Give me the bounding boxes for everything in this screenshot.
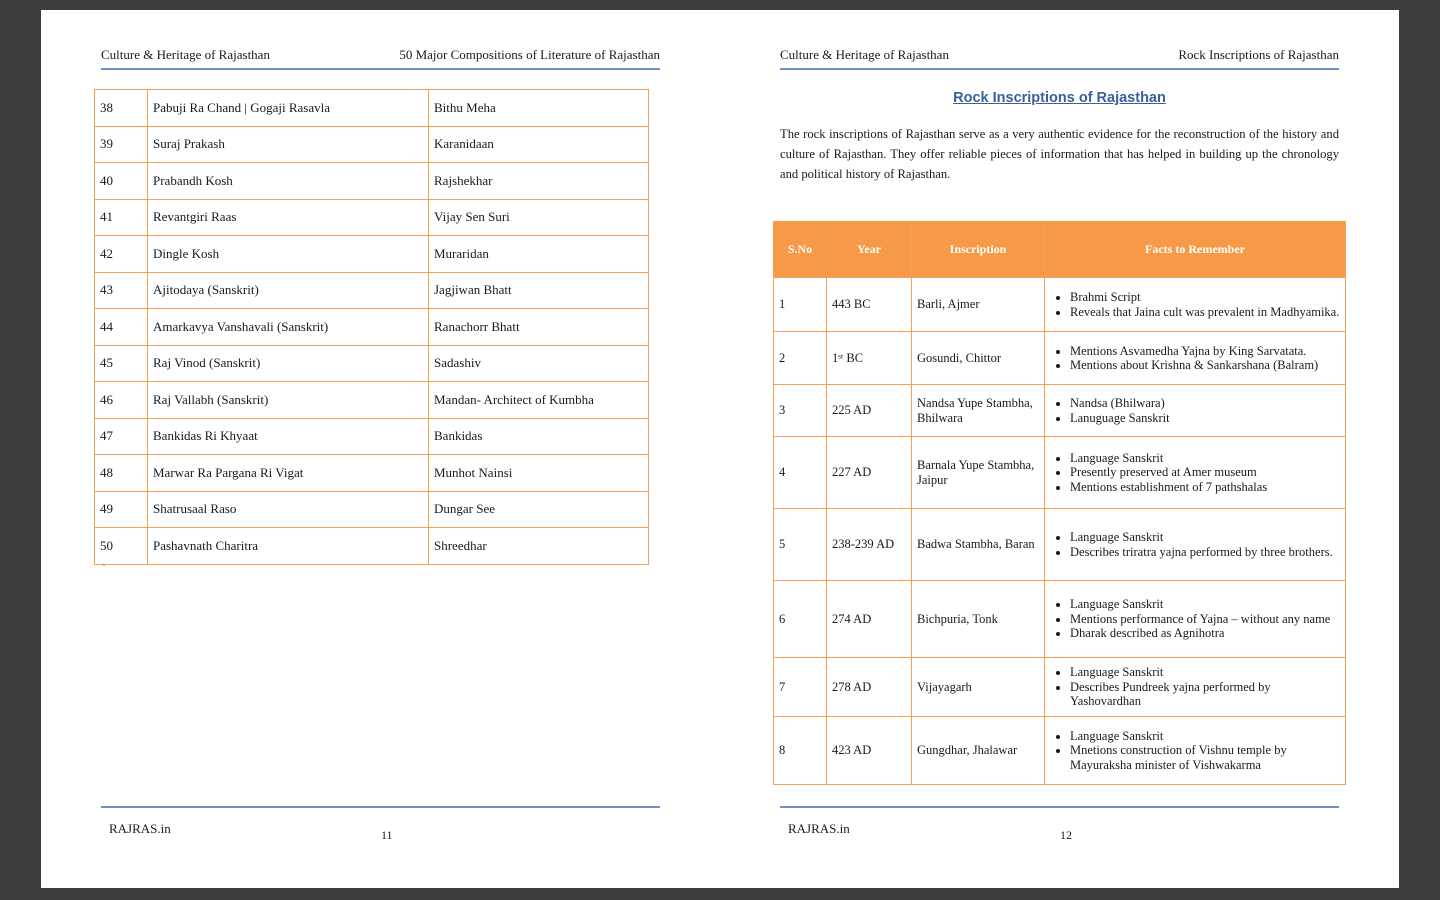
author-name: Rajshekhar bbox=[429, 163, 649, 200]
row-number: 45 bbox=[95, 345, 148, 382]
page-12 bbox=[720, 10, 1399, 888]
facts-list bbox=[1050, 396, 1340, 425]
table-row bbox=[774, 509, 1346, 581]
facts-cell bbox=[1045, 278, 1346, 332]
year-cell: 423 AD bbox=[827, 717, 912, 785]
work-title: Ajitodaya (Sanskrit) bbox=[148, 272, 429, 309]
footer-rule bbox=[101, 806, 660, 808]
table-row bbox=[95, 199, 649, 236]
table-row bbox=[95, 528, 649, 565]
serial-number: 4 bbox=[774, 437, 827, 509]
facts-cell bbox=[1045, 717, 1346, 785]
work-title: Pabuji Ra Chand | Gogaji Rasavla bbox=[148, 90, 429, 127]
fact-item: • Language Sanskrit bbox=[1070, 451, 1340, 466]
inscription-name: Barnala Yupe Stambha, Jaipur bbox=[912, 437, 1045, 509]
work-title: Revantgiri Raas bbox=[148, 199, 429, 236]
author-name: Muraridan bbox=[429, 236, 649, 273]
inscription-name: Bichpuria, Tonk bbox=[912, 581, 1045, 658]
facts-list bbox=[1050, 597, 1340, 641]
inscription-name: Barli, Ajmer bbox=[912, 278, 1045, 332]
facts-list bbox=[1050, 665, 1340, 709]
inscription-name: Gungdhar, Jhalawar bbox=[912, 717, 1045, 785]
serial-number: 1 bbox=[774, 278, 827, 332]
fact-item: • Describes triratra yajna performed by three brothers. bbox=[1070, 545, 1340, 560]
header-rule bbox=[780, 68, 1339, 70]
fact-item: • Presently preserved at Amer museum bbox=[1070, 465, 1340, 480]
facts-cell bbox=[1045, 658, 1346, 717]
work-title: Amarkavya Vanshavali (Sanskrit) bbox=[148, 309, 429, 346]
serial-number: 6 bbox=[774, 581, 827, 658]
table-row bbox=[95, 90, 649, 127]
row-number: 38 bbox=[95, 90, 148, 127]
author-name: Vijay Sen Suri bbox=[429, 199, 649, 236]
work-title: Suraj Prakash bbox=[148, 126, 429, 163]
row-number: 47 bbox=[95, 418, 148, 455]
fact-item: • Brahmi Script bbox=[1070, 290, 1340, 305]
facts-list bbox=[1050, 530, 1340, 559]
page-header bbox=[780, 47, 1339, 63]
fact-item: • Language Sanskrit bbox=[1070, 665, 1340, 680]
table-row bbox=[774, 332, 1346, 385]
stray-mark: ` bbox=[102, 563, 106, 575]
author-name: Mandan- Architect of Kumbha bbox=[429, 382, 649, 419]
table-row bbox=[95, 126, 649, 163]
page-number: 12 bbox=[1060, 828, 1072, 842]
table-row bbox=[774, 385, 1346, 437]
work-title: Dingle Kosh bbox=[148, 236, 429, 273]
footer-site: RAJRAS.in bbox=[788, 821, 850, 836]
author-name: Bankidas bbox=[429, 418, 649, 455]
column-header-sno: S.No bbox=[774, 222, 827, 278]
author-name: Sadashiv bbox=[429, 345, 649, 382]
facts-list bbox=[1050, 451, 1340, 495]
row-number: 50 bbox=[95, 528, 148, 565]
inscription-name: Badwa Stambha, Baran bbox=[912, 509, 1045, 581]
table-row bbox=[774, 278, 1346, 332]
serial-number: 5 bbox=[774, 509, 827, 581]
serial-number: 7 bbox=[774, 658, 827, 717]
row-number: 42 bbox=[95, 236, 148, 273]
fact-item: • Lanuguage Sanskrit bbox=[1070, 411, 1340, 426]
inscription-name: Gosundi, Chittor bbox=[912, 332, 1045, 385]
author-name: Shreedhar bbox=[429, 528, 649, 565]
row-number: 40 bbox=[95, 163, 148, 200]
footer-rule bbox=[780, 806, 1339, 808]
inscription-name: Vijayagarh bbox=[912, 658, 1045, 717]
author-name: Munhot Nainsi bbox=[429, 455, 649, 492]
fact-item: • Language Sanskrit bbox=[1070, 597, 1340, 612]
year-cell: 225 AD bbox=[827, 385, 912, 437]
header-left: Culture & Heritage of Rajasthan bbox=[780, 47, 949, 62]
facts-list bbox=[1050, 344, 1340, 373]
fact-item: • Language Sanskrit bbox=[1070, 530, 1340, 545]
table-row bbox=[95, 309, 649, 346]
facts-cell bbox=[1045, 509, 1346, 581]
header-right: 50 Major Compositions of Literature of Rajasthan bbox=[399, 47, 660, 62]
work-title: Raj Vinod (Sanskrit) bbox=[148, 345, 429, 382]
header-right: Rock Inscriptions of Rajasthan bbox=[1178, 47, 1339, 62]
header-left: Culture & Heritage of Rajasthan bbox=[101, 47, 270, 62]
serial-number: 8 bbox=[774, 717, 827, 785]
fact-item: • Describes Pundreek yajna performed by Yashovardhan bbox=[1070, 680, 1340, 709]
fact-item: • Nandsa (Bhilwara) bbox=[1070, 396, 1340, 411]
fact-item: • Mnetions construction of Vishnu temple by Mayuraksha minister of Vishwakarma bbox=[1070, 743, 1340, 772]
page-header bbox=[101, 47, 660, 63]
page-11 bbox=[41, 10, 720, 888]
author-name: Dungar See bbox=[429, 491, 649, 528]
row-number: 41 bbox=[95, 199, 148, 236]
table-header-row bbox=[774, 222, 1346, 278]
column-header-facts: Facts to Remember bbox=[1045, 222, 1346, 278]
inscription-name: Nandsa Yupe Stambha, Bhilwara bbox=[912, 385, 1045, 437]
facts-list bbox=[1050, 290, 1340, 319]
fact-item: • Dharak described as Agnihotra bbox=[1070, 626, 1340, 641]
table-row bbox=[774, 581, 1346, 658]
author-name: Jagjiwan Bhatt bbox=[429, 272, 649, 309]
facts-cell bbox=[1045, 385, 1346, 437]
literature-table bbox=[94, 89, 649, 565]
year-cell: 1ˢᵗ BC bbox=[827, 332, 912, 385]
year-cell: 227 AD bbox=[827, 437, 912, 509]
row-number: 43 bbox=[95, 272, 148, 309]
inscriptions-table bbox=[773, 221, 1346, 785]
table-row bbox=[95, 236, 649, 273]
table-row bbox=[774, 717, 1346, 785]
facts-cell bbox=[1045, 437, 1346, 509]
serial-number: 2 bbox=[774, 332, 827, 385]
intro-paragraph: The rock inscriptions of Rajasthan serve as a very authentic evidence for the reconstruction of the history and culture of Rajasthan. They offer reliable pieces of information that has helped in building up the chronology and political history of Rajasthan. bbox=[780, 127, 1339, 181]
table-row bbox=[95, 163, 649, 200]
fact-item: • Mentions performance of Yajna – without any name bbox=[1070, 612, 1340, 627]
table-row bbox=[774, 437, 1346, 509]
work-title: Prabandh Kosh bbox=[148, 163, 429, 200]
row-number: 49 bbox=[95, 491, 148, 528]
fact-item: • Reveals that Jaina cult was prevalent in Madhyamika. bbox=[1070, 305, 1340, 320]
row-number: 48 bbox=[95, 455, 148, 492]
table-row bbox=[95, 345, 649, 382]
table-row bbox=[95, 455, 649, 492]
year-cell: 274 AD bbox=[827, 581, 912, 658]
facts-cell bbox=[1045, 332, 1346, 385]
fact-item: • Mentions Asvamedha Yajna by King Sarvatata. bbox=[1070, 344, 1340, 359]
work-title: Bankidas Ri Khyaat bbox=[148, 418, 429, 455]
header-rule bbox=[101, 68, 660, 70]
row-number: 39 bbox=[95, 126, 148, 163]
work-title: Pashavnath Charitra bbox=[148, 528, 429, 565]
footer-site: RAJRAS.in bbox=[109, 821, 171, 836]
author-name: Karanidaan bbox=[429, 126, 649, 163]
author-name: Ranachorr Bhatt bbox=[429, 309, 649, 346]
year-cell: 238-239 AD bbox=[827, 509, 912, 581]
table-row bbox=[95, 382, 649, 419]
author-name: Bithu Meha bbox=[429, 90, 649, 127]
table-row bbox=[774, 658, 1346, 717]
work-title: Shatrusaal Raso bbox=[148, 491, 429, 528]
facts-list bbox=[1050, 729, 1340, 773]
facts-cell bbox=[1045, 581, 1346, 658]
fact-item: • Mentions establishment of 7 pathshalas bbox=[1070, 480, 1340, 495]
column-header-year: Year bbox=[827, 222, 912, 278]
serial-number: 3 bbox=[774, 385, 827, 437]
fact-item: • Language Sanskrit bbox=[1070, 729, 1340, 744]
column-header-inscription: Inscription bbox=[912, 222, 1045, 278]
work-title: Raj Vallabh (Sanskrit) bbox=[148, 382, 429, 419]
table-row bbox=[95, 272, 649, 309]
document-spread bbox=[41, 10, 1399, 888]
work-title: Marwar Ra Pargana Ri Vigat bbox=[148, 455, 429, 492]
year-cell: 278 AD bbox=[827, 658, 912, 717]
table-row bbox=[95, 418, 649, 455]
row-number: 46 bbox=[95, 382, 148, 419]
page-number: 11 bbox=[381, 828, 393, 842]
table-row bbox=[95, 491, 649, 528]
section-title: Rock Inscriptions of Rajasthan bbox=[953, 90, 1166, 106]
fact-item: • Mentions about Krishna & Sankarshana (Balram) bbox=[1070, 358, 1340, 373]
year-cell: 443 BC bbox=[827, 278, 912, 332]
row-number: 44 bbox=[95, 309, 148, 346]
